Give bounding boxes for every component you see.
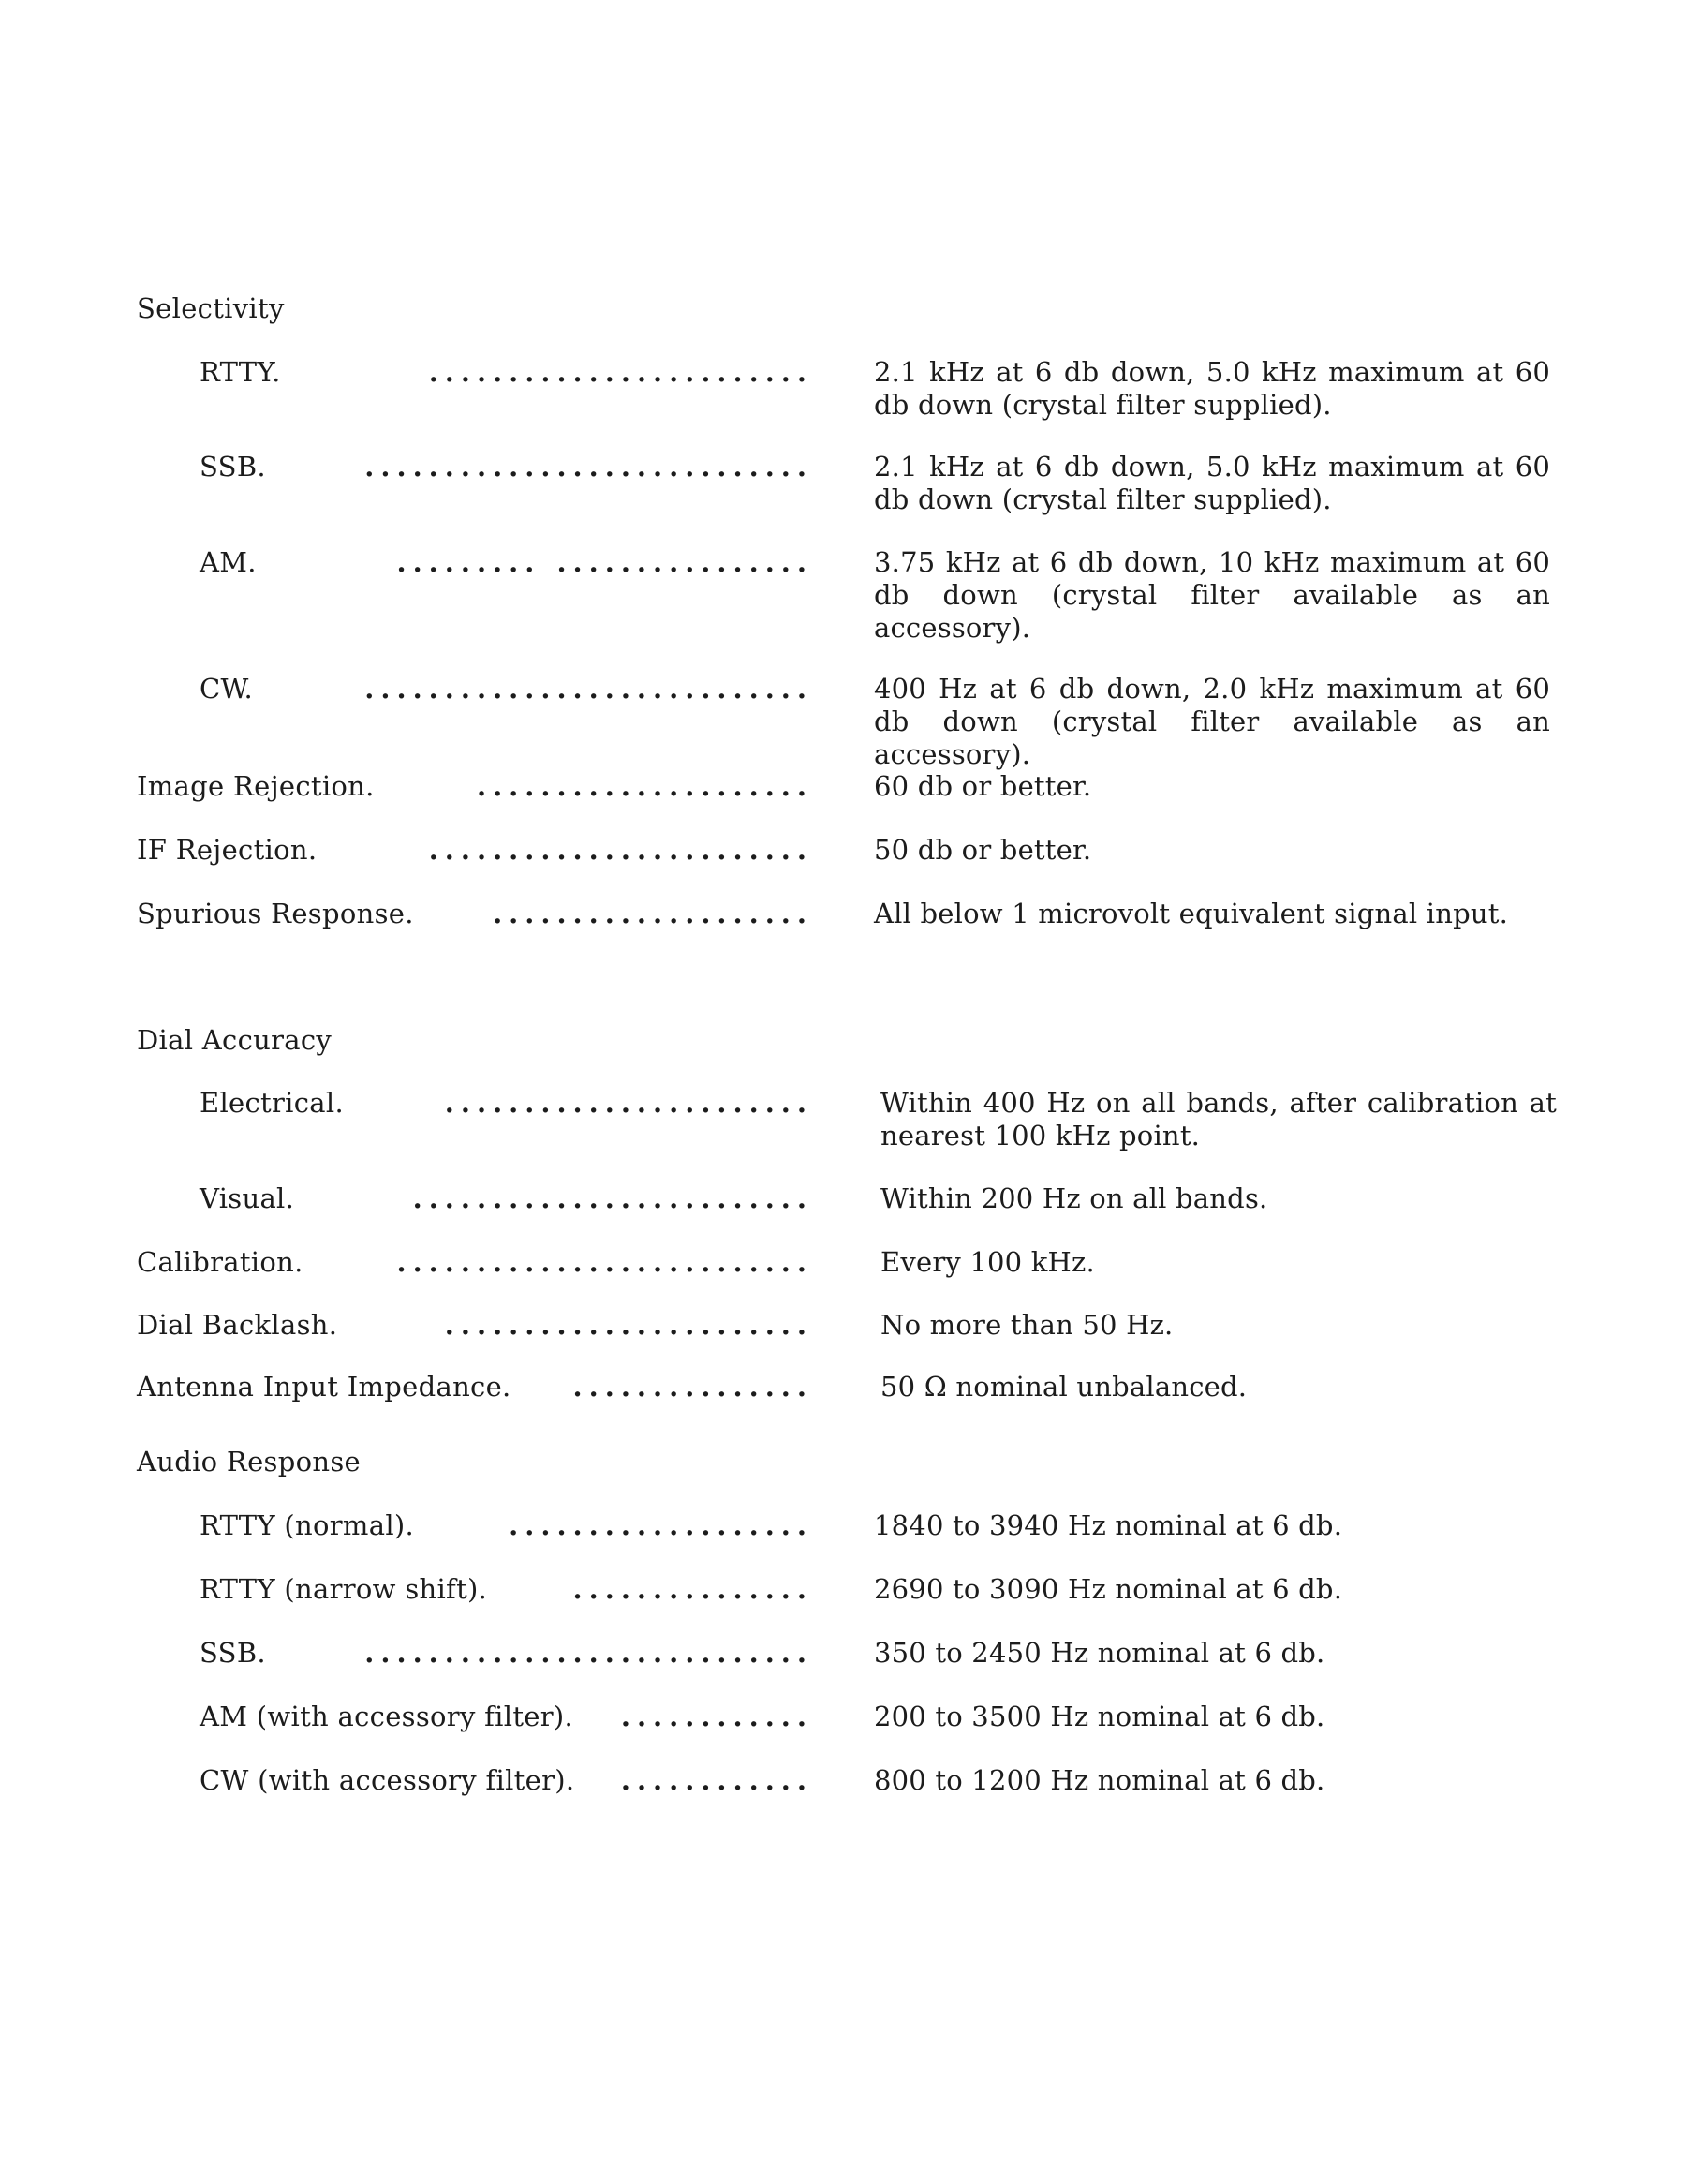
dot-leader: ............... [572,1573,813,1605]
spec-value: 2690 to 3090 Hz nominal at 6 db. [874,1573,1343,1605]
spec-term: SSB. [200,451,266,483]
spec-term: Visual. [200,1182,295,1214]
spec-term: AM. [200,546,257,578]
spec-term: Calibration. [137,1246,303,1278]
dot-leader: ........................ [428,834,813,866]
dot-leader: ......................... [412,1182,813,1214]
dot-leader: ..................... [476,770,813,802]
dot-leader: ....................... [444,1087,813,1119]
spec-term: RTTY (narrow shift). [200,1573,488,1605]
dot-leader: .......................... [396,1246,813,1278]
spec-value: Within 400 Hz on all bands, after calibration at nearest 100 kHz point. [880,1087,1557,1151]
dot-leader: ............ [620,1701,813,1732]
spec-term: Dial Backlash. [137,1309,338,1341]
dot-leader: ............ [620,1764,813,1796]
spec-value: Within 200 Hz on all bands. [880,1182,1268,1214]
dot-leader: ......... ................ [396,546,813,578]
spec-value: All below 1 microvolt equivalent signal input. [874,898,1508,929]
spec-value: 60 db or better. [874,770,1092,802]
spec-value: Every 100 kHz. [880,1246,1095,1278]
spec-term: CW. [200,673,254,705]
spec-value: 3.75 kHz at 6 db down, 10 kHz maximum at 60 db down (crystal filter available as an accessory). [874,546,1550,644]
spec-value: 200 to 3500 Hz nominal at 6 db. [874,1701,1325,1732]
spec-term: Image Rejection. [137,770,375,802]
dot-leader: ............................ [364,1637,813,1669]
dial-accuracy-heading: Dial Accuracy [137,1024,333,1056]
spec-term: Antenna Input Impedance. [137,1371,511,1403]
dot-leader: ....................... [444,1309,813,1341]
spec-term: IF Rejection. [137,834,318,866]
spec-term: Electrical. [200,1087,344,1119]
spec-term: RTTY. [200,356,281,388]
spec-value: 50 Ω nominal unbalanced. [880,1371,1248,1403]
spec-term: Spurious Response. [137,898,414,929]
spec-value: 350 to 2450 Hz nominal at 6 db. [874,1637,1325,1669]
spec-value: 1840 to 3940 Hz nominal at 6 db. [874,1509,1343,1541]
dot-leader: ............... [572,1371,813,1403]
dot-leader: ............................ [364,673,813,705]
dot-leader: ........................ [428,356,813,388]
spec-value: 2.1 kHz at 6 db down, 5.0 kHz maximum at 60 db down (crystal filter supplied). [874,451,1550,515]
dot-leader: ................... [509,1509,813,1541]
dot-leader: .................... [493,898,813,929]
spec-value: 400 Hz at 6 db down, 2.0 kHz maximum at 60 db down (crystal filter available as an accessory). [874,673,1550,770]
spec-term: SSB. [200,1637,266,1669]
spec-value: 800 to 1200 Hz nominal at 6 db. [874,1764,1325,1796]
spec-value: 2.1 kHz at 6 db down, 5.0 kHz maximum at 60 db down (crystal filter supplied). [874,356,1550,421]
audio-response-heading: Audio Response [137,1446,361,1478]
spec-term: CW (with accessory filter). [200,1764,575,1796]
dot-leader: ............................ [364,451,813,483]
selectivity-heading: Selectivity [137,292,285,324]
spec-term: AM (with accessory filter). [200,1701,574,1732]
spec-value: No more than 50 Hz. [880,1309,1174,1341]
spec-value: 50 db or better. [874,834,1092,866]
spec-term: RTTY (normal). [200,1509,415,1541]
